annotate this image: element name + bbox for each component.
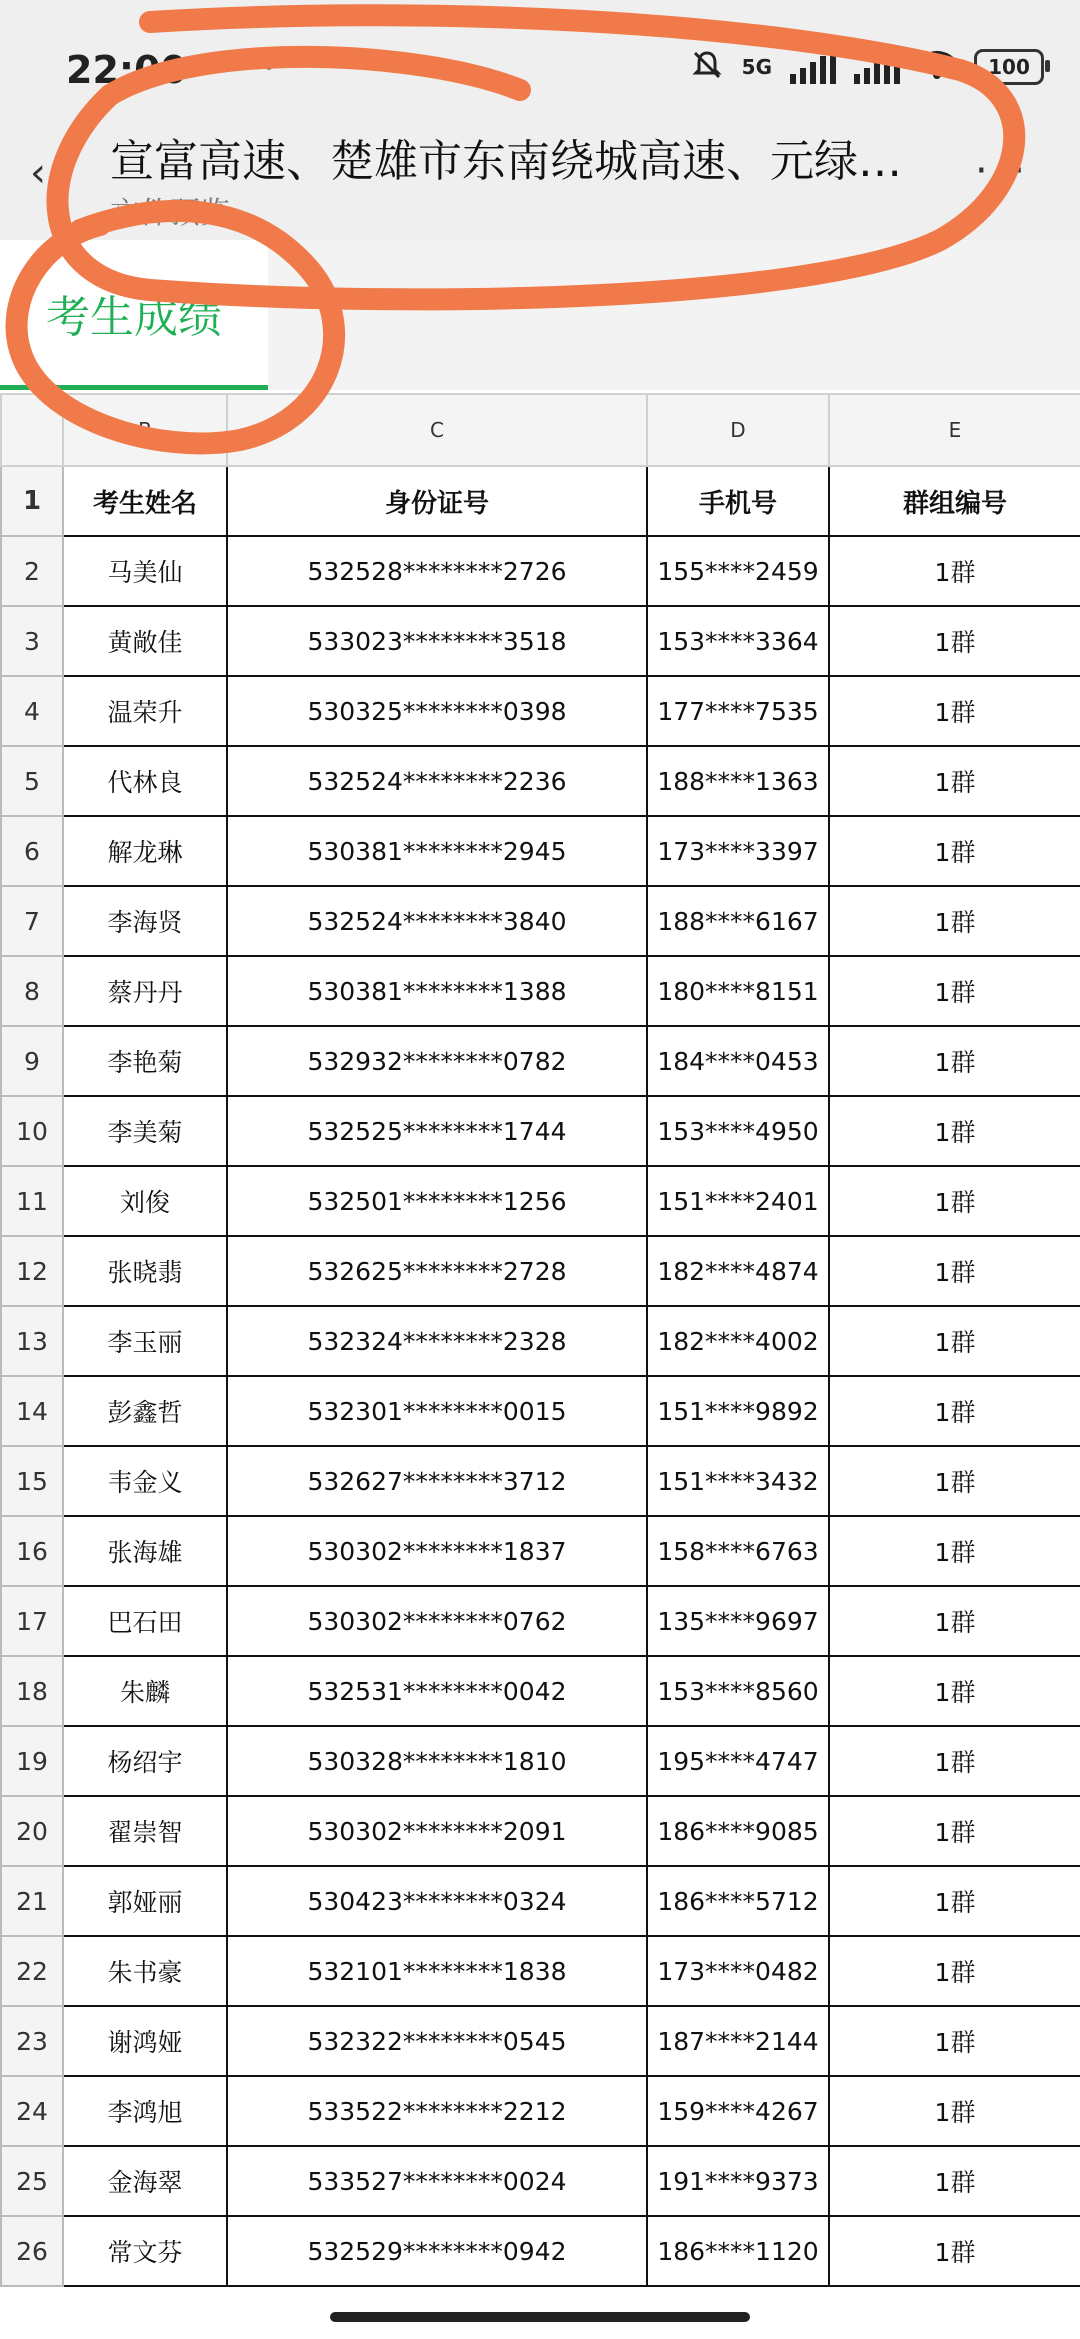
cell-name[interactable]: 张海雄 <box>63 1516 227 1586</box>
tab-label: 考生成绩 <box>46 291 222 343</box>
cell-name[interactable]: 杨绍宇 <box>63 1726 227 1796</box>
row-number[interactable]: 23 <box>1 2006 63 2076</box>
cell-name[interactable]: 黄敞佳 <box>63 606 227 676</box>
status-time: 22:00 <box>66 48 187 92</box>
cell-group[interactable]: 1群 <box>829 886 1080 956</box>
cell-group[interactable]: 1群 <box>829 1726 1080 1796</box>
cell-name[interactable]: 李艳菊 <box>63 1026 227 1096</box>
cell-group[interactable]: 1群 <box>829 676 1080 746</box>
cell-phone[interactable]: 186****5712 <box>647 1866 829 1936</box>
column-header-c[interactable]: C <box>227 394 647 466</box>
cell-name[interactable]: 张晓翡 <box>63 1236 227 1306</box>
table-row <box>1 1796 1080 1866</box>
cell-phone[interactable]: 153****4950 <box>647 1096 829 1166</box>
row-number[interactable]: 6 <box>1 816 63 886</box>
cell-phone[interactable]: 186****9085 <box>647 1796 829 1866</box>
cell-phone[interactable]: 153****3364 <box>647 606 829 676</box>
table-row <box>1 1936 1080 2006</box>
cell-group[interactable]: 1群 <box>829 606 1080 676</box>
cell-name[interactable]: 谢鸿娅 <box>63 2006 227 2076</box>
cell-id-number[interactable]: 530381********1388 <box>227 956 647 1026</box>
cell-group[interactable]: 1群 <box>829 1236 1080 1306</box>
header-group[interactable]: 群组编号 <box>829 466 1080 536</box>
cell-name[interactable]: 蔡丹丹 <box>63 956 227 1026</box>
cell-group[interactable]: 1群 <box>829 956 1080 1026</box>
column-header-d[interactable]: D <box>647 394 829 466</box>
cell-id-number[interactable]: 532301********0015 <box>227 1376 647 1446</box>
cell-group[interactable]: 1群 <box>829 2006 1080 2076</box>
row-number[interactable]: 3 <box>1 606 63 676</box>
row-number[interactable]: 12 <box>1 1236 63 1306</box>
status-more-dots: ··· <box>238 48 277 88</box>
cell-id-number[interactable]: 530423********0324 <box>227 1866 647 1936</box>
signal-icon <box>790 50 836 84</box>
cell-phone[interactable]: 184****0453 <box>647 1026 829 1096</box>
table-row <box>1 606 1080 676</box>
cell-id-number[interactable]: 530328********1810 <box>227 1726 647 1796</box>
header-phone[interactable]: 手机号 <box>647 466 829 536</box>
cell-id-number[interactable]: 532524********2236 <box>227 746 647 816</box>
cell-phone[interactable]: 151****9892 <box>647 1376 829 1446</box>
page-title: 宣富高速、楚雄市东南绕城高速、元绿… <box>110 136 902 187</box>
cell-group[interactable]: 1群 <box>829 1796 1080 1866</box>
row-number[interactable]: 17 <box>1 1586 63 1656</box>
cell-name[interactable]: 朱书豪 <box>63 1936 227 2006</box>
tab-exam-scores[interactable] <box>0 240 268 390</box>
row-number[interactable]: 11 <box>1 1166 63 1236</box>
cell-id-number[interactable]: 533522********2212 <box>227 2076 647 2146</box>
row-number[interactable]: 22 <box>1 1936 63 2006</box>
cell-phone[interactable]: 173****3397 <box>647 816 829 886</box>
cell-phone[interactable]: 155****2459 <box>647 536 829 606</box>
cell-name[interactable]: 刘俊 <box>63 1166 227 1236</box>
cell-name[interactable]: 韦金义 <box>63 1446 227 1516</box>
cell-name[interactable]: 巴石田 <box>63 1586 227 1656</box>
row-number[interactable]: 19 <box>1 1726 63 1796</box>
table-row <box>1 1446 1080 1516</box>
row-number[interactable]: 21 <box>1 1866 63 1936</box>
cell-name[interactable]: 郭娅丽 <box>63 1866 227 1936</box>
status-indicators <box>690 48 1044 86</box>
cell-name[interactable]: 温荣升 <box>63 676 227 746</box>
row-number[interactable]: 14 <box>1 1376 63 1446</box>
cell-group[interactable]: 1群 <box>829 2216 1080 2286</box>
cell-name[interactable]: 李鸿旭 <box>63 2076 227 2146</box>
cell-id-number[interactable]: 532322********0545 <box>227 2006 647 2076</box>
cell-phone[interactable]: 180****8151 <box>647 956 829 1026</box>
header-name[interactable]: 考生姓名 <box>63 466 227 536</box>
row-number[interactable]: 16 <box>1 1516 63 1586</box>
table-row <box>1 956 1080 1026</box>
cell-id-number[interactable]: 532501********1256 <box>227 1166 647 1236</box>
header-id-number[interactable]: 身份证号 <box>227 466 647 536</box>
cell-group[interactable]: 1群 <box>829 1376 1080 1446</box>
cell-phone[interactable]: 182****4002 <box>647 1306 829 1376</box>
cell-id-number[interactable]: 532932********0782 <box>227 1026 647 1096</box>
table-row <box>1 1586 1080 1656</box>
more-options-icon[interactable]: ··· <box>975 148 1032 194</box>
cell-phone[interactable]: 173****0482 <box>647 1936 829 2006</box>
table-row <box>1 1866 1080 1936</box>
cell-phone[interactable]: 135****9697 <box>647 1586 829 1656</box>
table-row <box>1 746 1080 816</box>
cell-name[interactable]: 金海翠 <box>63 2146 227 2216</box>
table-row <box>1 2006 1080 2076</box>
row-number[interactable]: 5 <box>1 746 63 816</box>
mute-icon <box>690 48 724 86</box>
status-bar <box>0 40 1080 100</box>
cell-phone[interactable]: 158****6763 <box>647 1516 829 1586</box>
cell-id-number[interactable]: 530302********1837 <box>227 1516 647 1586</box>
table-row <box>1 1306 1080 1376</box>
cell-group[interactable]: 1群 <box>829 1166 1080 1236</box>
cell-name[interactable]: 李玉丽 <box>63 1306 227 1376</box>
cell-phone[interactable]: 177****7535 <box>647 676 829 746</box>
cell-group[interactable]: 1群 <box>829 536 1080 606</box>
cell-name[interactable]: 翟崇智 <box>63 1796 227 1866</box>
cell-name[interactable]: 代林良 <box>63 746 227 816</box>
table-row <box>1 2146 1080 2216</box>
cell-phone[interactable]: 187****2144 <box>647 2006 829 2076</box>
cell-phone[interactable]: 186****1120 <box>647 2216 829 2286</box>
cell-group[interactable]: 1群 <box>829 1936 1080 2006</box>
table-row <box>1 1376 1080 1446</box>
cell-id-number[interactable]: 532324********2328 <box>227 1306 647 1376</box>
cell-id-number[interactable]: 532101********1838 <box>227 1936 647 2006</box>
table-row <box>1 1096 1080 1166</box>
wifi-icon <box>918 50 956 84</box>
table-row <box>1 1026 1080 1096</box>
cell-group[interactable]: 1群 <box>829 2146 1080 2216</box>
cell-name[interactable]: 常文芬 <box>63 2216 227 2286</box>
network-type: 5G <box>741 55 772 79</box>
cell-name[interactable]: 李海贤 <box>63 886 227 956</box>
cell-group[interactable]: 1群 <box>829 1656 1080 1726</box>
cell-group[interactable]: 1群 <box>829 746 1080 816</box>
sheet-tabs <box>0 240 1080 390</box>
row-number[interactable]: 1 <box>1 466 63 536</box>
cell-phone[interactable]: 195****4747 <box>647 1726 829 1796</box>
corner-cell[interactable] <box>1 394 63 466</box>
row-number[interactable]: 18 <box>1 1656 63 1726</box>
cell-group[interactable]: 1群 <box>829 1586 1080 1656</box>
cell-id-number[interactable]: 530302********0762 <box>227 1586 647 1656</box>
row-number[interactable]: 25 <box>1 2146 63 2216</box>
cell-phone[interactable]: 188****6167 <box>647 886 829 956</box>
cell-phone[interactable]: 182****4874 <box>647 1236 829 1306</box>
battery-icon: 100 <box>974 49 1044 85</box>
column-header-e[interactable]: E <box>829 394 1080 466</box>
table-row <box>1 2076 1080 2146</box>
cell-id-number[interactable]: 532529********0942 <box>227 2216 647 2286</box>
row-number[interactable]: 9 <box>1 1026 63 1096</box>
row-number[interactable]: 4 <box>1 676 63 746</box>
cell-id-number[interactable]: 530325********0398 <box>227 676 647 746</box>
page-subtitle: 文件预览 <box>110 196 230 231</box>
spreadsheet-grid <box>0 393 1080 2287</box>
column-header-b[interactable]: B <box>63 394 227 466</box>
row-number[interactable]: 8 <box>1 956 63 1026</box>
cell-phone[interactable]: 153****8560 <box>647 1656 829 1726</box>
cell-name[interactable]: 马美仙 <box>63 536 227 606</box>
table-row <box>1 1166 1080 1236</box>
cell-phone[interactable]: 159****4267 <box>647 2076 829 2146</box>
table-row <box>1 1726 1080 1796</box>
row-number[interactable]: 10 <box>1 1096 63 1166</box>
cell-id-number[interactable]: 532627********3712 <box>227 1446 647 1516</box>
top-bar <box>0 0 1080 240</box>
cell-group[interactable]: 1群 <box>829 1516 1080 1586</box>
cell-id-number[interactable]: 532525********1744 <box>227 1096 647 1166</box>
row-number[interactable]: 2 <box>1 536 63 606</box>
cell-name[interactable]: 解龙琳 <box>63 816 227 886</box>
column-header-row <box>1 394 1080 466</box>
cell-id-number[interactable]: 530302********2091 <box>227 1796 647 1866</box>
cell-phone[interactable]: 151****3432 <box>647 1446 829 1516</box>
cell-phone[interactable]: 191****9373 <box>647 2146 829 2216</box>
cell-group[interactable]: 1群 <box>829 1866 1080 1936</box>
row-number[interactable]: 15 <box>1 1446 63 1516</box>
table-row <box>1 1236 1080 1306</box>
cell-name[interactable]: 李美菊 <box>63 1096 227 1166</box>
cell-group[interactable]: 1群 <box>829 1026 1080 1096</box>
row-number[interactable]: 20 <box>1 1796 63 1866</box>
table-header-row <box>1 466 1080 536</box>
cell-name[interactable]: 彭鑫哲 <box>63 1376 227 1446</box>
score-table <box>0 393 1080 2287</box>
cell-name[interactable]: 朱麟 <box>63 1656 227 1726</box>
row-number[interactable]: 24 <box>1 2076 63 2146</box>
cell-id-number[interactable]: 532531********0042 <box>227 1656 647 1726</box>
table-row <box>1 1656 1080 1726</box>
cell-id-number[interactable]: 532524********3840 <box>227 886 647 956</box>
cell-group[interactable]: 1群 <box>829 1306 1080 1376</box>
cell-group[interactable]: 1群 <box>829 816 1080 886</box>
cell-id-number[interactable]: 532625********2728 <box>227 1236 647 1306</box>
signal-icon-2 <box>854 50 900 84</box>
home-indicator[interactable] <box>330 2312 750 2322</box>
cell-phone[interactable]: 188****1363 <box>647 746 829 816</box>
back-icon[interactable]: ‹ <box>30 150 46 196</box>
table-row <box>1 2216 1080 2286</box>
table-row <box>1 886 1080 956</box>
table-row <box>1 536 1080 606</box>
cell-id-number[interactable]: 533527********0024 <box>227 2146 647 2216</box>
row-number[interactable]: 7 <box>1 886 63 956</box>
cell-group[interactable]: 1群 <box>829 1446 1080 1516</box>
cell-phone[interactable]: 151****2401 <box>647 1166 829 1236</box>
cell-group[interactable]: 1群 <box>829 2076 1080 2146</box>
row-number[interactable]: 26 <box>1 2216 63 2286</box>
cell-id-number[interactable]: 533023********3518 <box>227 606 647 676</box>
row-number[interactable]: 13 <box>1 1306 63 1376</box>
table-row <box>1 1516 1080 1586</box>
cell-id-number[interactable]: 530381********2945 <box>227 816 647 886</box>
table-row <box>1 676 1080 746</box>
table-row <box>1 816 1080 886</box>
cell-id-number[interactable]: 532528********2726 <box>227 536 647 606</box>
cell-group[interactable]: 1群 <box>829 1096 1080 1166</box>
